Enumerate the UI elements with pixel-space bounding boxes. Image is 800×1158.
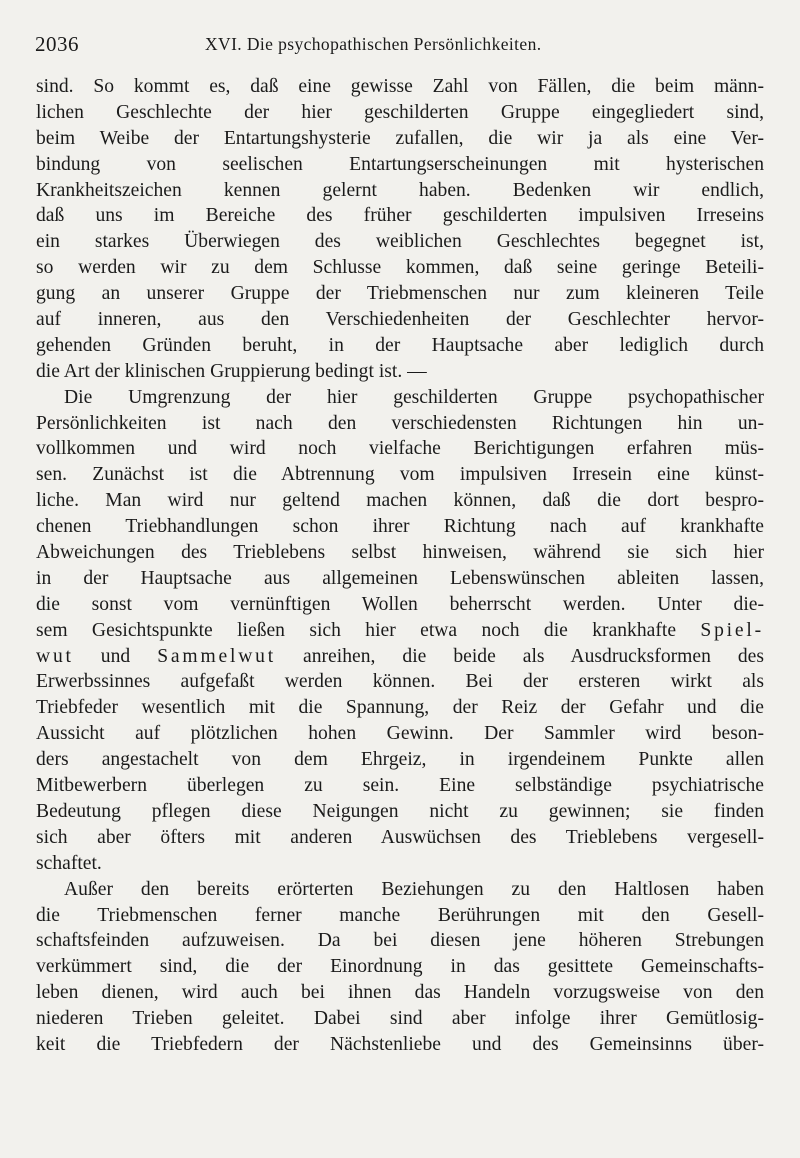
page-number: 2036 [35,32,79,56]
body-text [36,74,764,1058]
text-line: Mitbewerbern überlegen zu sein. Eine selbständige psychiatrische [36,775,764,797]
text-line: Krankheitszeichen kennen gelernt haben. Bedenken wir endlich, [36,179,764,201]
paragraph-3 [36,877,764,1058]
text-line: schaftet. [36,852,102,874]
text-line: sich aber öfters mit anderen Auswüchsen des Trieblebens vergesell- [36,826,764,848]
running-head: XVI. Die psychopathischen Persönlichkeiten. [205,34,542,54]
text-line: Persönlichkeiten ist nach den verschiedensten Richtungen hin un- [36,412,764,434]
text-line: beim Weibe der Entartungshysterie zufallen, die wir ja als eine Ver- [36,127,764,149]
text-line: sind. So kommt es, daß eine gewisse Zahl von Fällen, die beim männ- [36,76,764,97]
page-header [35,32,765,62]
text-line: gehenden Gründen beruht, in der Hauptsache aber lediglich durch [36,334,764,356]
text-line: Bedeutung pflegen diese Neigungen nicht zu gewinnen; sie finden [36,800,764,822]
text-line: daß uns im Bereiche des früher geschilderten impulsiven Irreseins [36,205,764,227]
text-line: ein starkes Überwiegen des weiblichen Geschlechtes begegnet ist, [36,231,764,253]
paragraph-2 [36,385,764,877]
text-line: so werden wir zu dem Schlusse kommen, daß seine geringe Beteili- [36,257,764,279]
text-line: vollkommen und wird noch vielfache Berichtigungen erfahren müs- [36,438,764,460]
text-line: keit die Triebfedern der Nächstenliebe und des Gemeinsinns über- [36,1033,764,1055]
paragraph-1 [36,74,764,385]
text-line: liche. Man wird nur geltend machen können, daß die dort bespro- [36,490,764,512]
emphasized-term: wut [36,645,74,667]
text-line: Triebfeder wesentlich mit die Spannung, der Reiz der Gefahr und die [36,697,764,719]
text-line: niederen Trieben geleitet. Dabei sind aber infolge ihrer Gemütlosig- [36,1008,764,1030]
text-line: leben dienen, wird auch bei ihnen das Handeln vorzugsweise von den [36,982,764,1004]
text-line: Aussicht auf plötzlichen hohen Gewinn. Der Sammler wird beson- [36,723,764,745]
text-line: ders angestachelt von dem Ehrgeiz, in irgendeinem Punkte allen [36,749,764,771]
text-fragment: anreihen, die beide als Ausdrucksformen des [276,645,764,667]
text-line: bindung von seelischen Entartungserscheinungen mit hysterischen [36,153,764,175]
text-line: die Art der klinischen Gruppierung bedingt ist. — [36,360,427,382]
text-line: verkümmert sind, die der Einordnung in das gesittete Gemeinschafts- [36,956,764,978]
text-line: schaftsfeinden aufzuweisen. Da bei diesen jene höheren Strebungen [36,930,764,952]
emphasized-term: Sammelwut [157,645,277,667]
text-line-spaced-term [36,618,764,644]
text-line: die Triebmenschen ferner manche Berührungen mit den Gesell- [36,904,764,926]
text-line: Erwerbssinnes aufgefaßt werden können. Bei der ersteren wirkt als [36,671,764,693]
text-line: in der Hauptsache aus allgemeinen Lebenswünschen ableiten lassen, [36,567,764,589]
text-fragment: sem Gesichtspunkte ließen sich hier etwa noch die krankhafte [36,619,701,641]
text-line: die sonst vom vernünftigen Wollen beherrscht werden. Unter die- [36,593,764,615]
text-line: gung an unserer Gruppe der Triebmenschen nur zum kleineren Teile [36,283,764,305]
text-line: sen. Zunächst ist die Abtrennung vom impulsiven Irresein eine künst- [36,464,764,486]
text-line: Die Umgrenzung der hier geschilderten Gruppe psychopathischer [64,386,764,408]
text-line: auf inneren, aus den Verschiedenheiten der Geschlechter hervor- [36,309,764,331]
emphasized-term: Spiel- [700,619,764,641]
text-line: Außer den bereits erörterten Beziehungen zu den Haltlosen haben [64,878,764,900]
text-line: chenen Triebhandlungen schon ihrer Richtung nach auf krankhafte [36,516,764,538]
text-fragment: und [73,645,158,667]
text-line: lichen Geschlechte der hier geschilderten Gruppe eingegliedert sind, [36,101,764,123]
text-line-spaced-term [36,644,764,670]
text-line: Abweichungen des Trieblebens selbst hinweisen, während sie sich hier [36,542,764,564]
